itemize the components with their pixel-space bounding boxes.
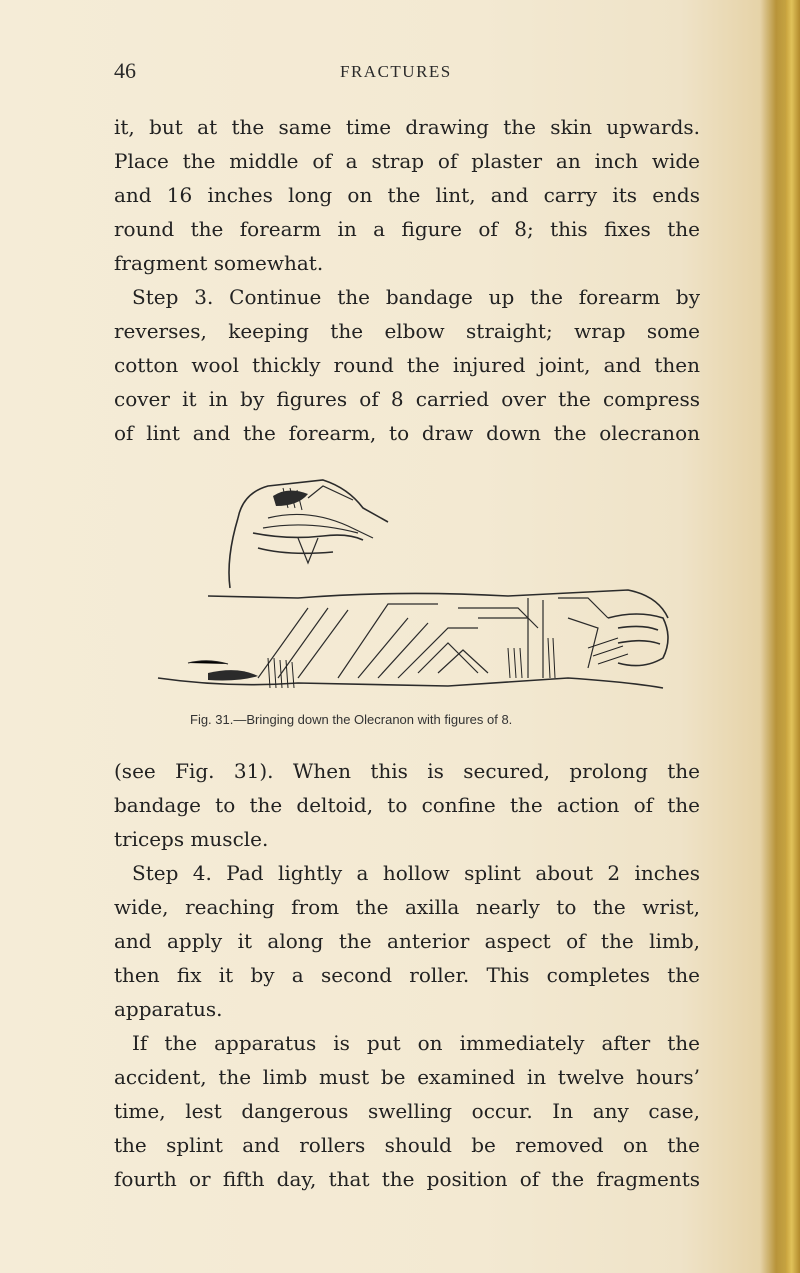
arm-bandage-drawing — [148, 478, 688, 710]
text-line: the splint and rollers should be removed on the — [114, 1133, 700, 1157]
page-number: 46 — [114, 58, 136, 83]
text-line: accident, the limb must be examined in twelve hours’ — [114, 1065, 700, 1089]
text-line: Place the middle of a strap of plaster an inch wide — [114, 149, 700, 173]
text-line: and 16 inches long on the lint, and carry its ends — [114, 183, 700, 207]
text-line: time, lest dangerous swelling occur. In any case, — [114, 1099, 700, 1123]
text-line: reverses, keeping the elbow straight; wrap some — [114, 319, 700, 343]
text-line: round the forearm in a figure of 8; this fixes the — [114, 217, 700, 241]
text-line: and apply it along the anterior aspect of the limb, — [114, 929, 700, 953]
text-line: (see Fig. 31). When this is secured, prolong the — [114, 759, 700, 783]
text-line: then fix it by a second roller. This completes the — [114, 963, 700, 987]
page-header — [0, 58, 800, 88]
text-line: cotton wool thickly round the injured joint, and then — [114, 353, 700, 377]
text-line: wide, reaching from the axilla nearly to the wrist, — [114, 895, 700, 919]
text-line: fourth or fifth day, that the position of the fragments — [114, 1167, 700, 1191]
figure-illustration — [148, 478, 688, 710]
text-line: cover it in by figures of 8 carried over the compress — [114, 387, 700, 411]
text-line: fragment somewhat. — [114, 251, 324, 275]
page-edge — [786, 0, 800, 1273]
text-line: of lint and the forearm, to draw down the olecranon — [114, 421, 700, 445]
text-line: If the apparatus is put on immediately after the — [132, 1031, 700, 1055]
text-line: Step 4. Pad lightly a hollow splint about 2 inches — [132, 861, 700, 885]
text-line: bandage to the deltoid, to confine the action of the — [114, 793, 700, 817]
text-line: it, but at the same time drawing the skin upwards. — [114, 115, 700, 139]
running-head: FRACTURES — [340, 62, 452, 81]
figure-caption: Fig. 31.—Bringing down the Olecranon with figures of 8. — [190, 712, 513, 727]
paragraph-top — [114, 110, 700, 450]
text-line: Step 3. Continue the bandage up the forearm by — [132, 285, 700, 309]
text-line: triceps muscle. — [114, 827, 269, 851]
paragraph-bottom — [114, 754, 700, 1196]
text-line: apparatus. — [114, 997, 223, 1021]
